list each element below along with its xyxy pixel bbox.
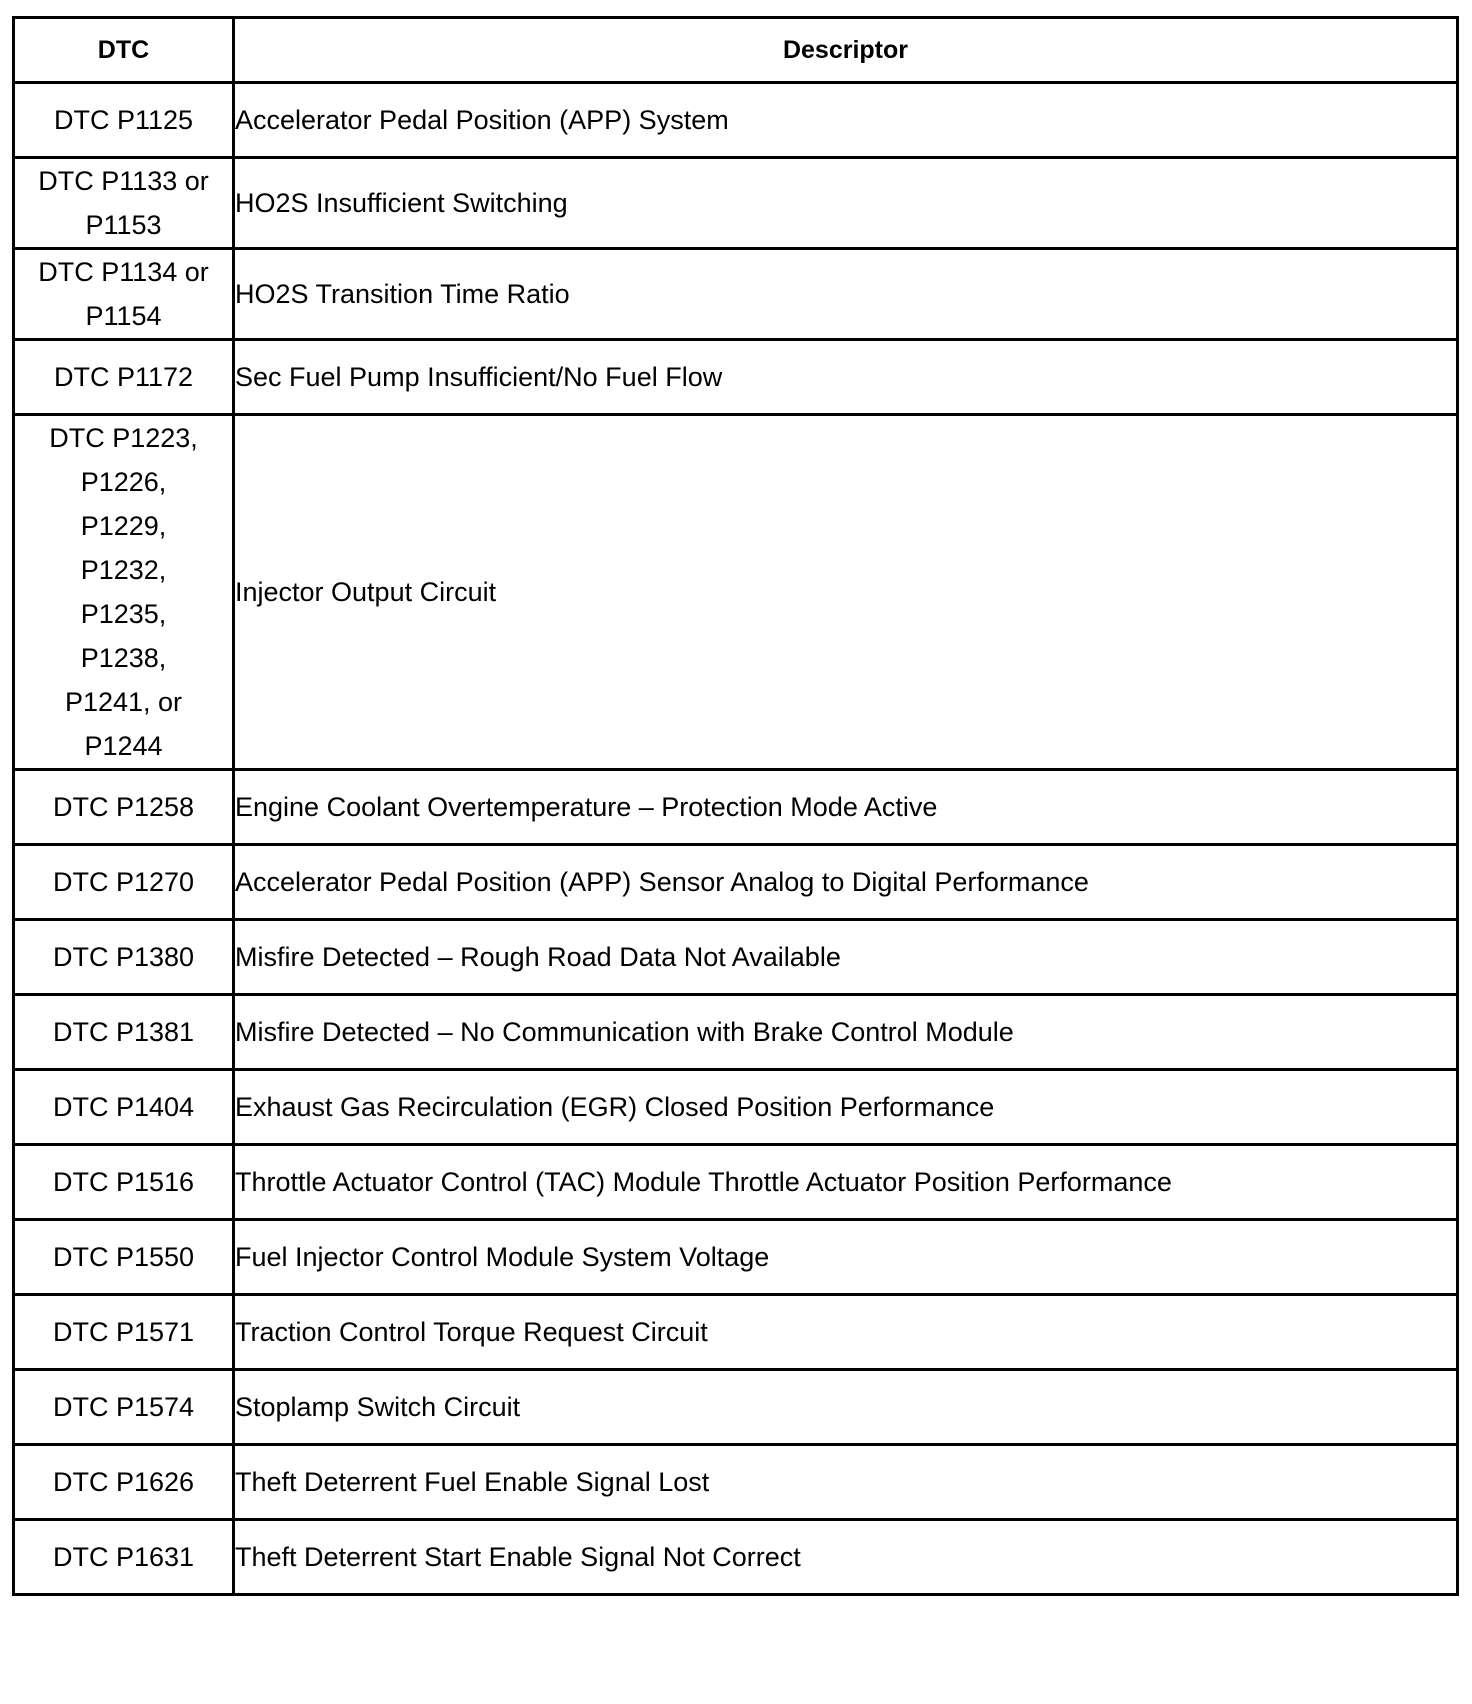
dtc-code-cell (14, 1220, 234, 1295)
dtc-code-cell (14, 845, 234, 920)
dtc-code-line: DTC P1380 (52, 942, 195, 972)
dtc-code-line: P1229, (80, 511, 167, 541)
dtc-descriptor-cell: HO2S Transition Time Ratio (234, 249, 1458, 340)
dtc-code-line: DTC P1223, (49, 423, 198, 453)
dtc-code-cell (14, 1145, 234, 1220)
table-row (14, 1370, 1458, 1445)
table-row (14, 1445, 1458, 1520)
table-row (14, 845, 1458, 920)
table-row (14, 415, 1458, 770)
dtc-code-line: P1154 (85, 301, 162, 331)
dtc-code-line: DTC P1258 (52, 792, 195, 822)
dtc-code-cell (14, 1520, 234, 1595)
dtc-descriptor-cell: Accelerator Pedal Position (APP) System (234, 83, 1458, 158)
table-body (14, 83, 1458, 1595)
dtc-code-line: P1241, or (64, 687, 183, 717)
dtc-code-line: DTC P1404 (52, 1092, 195, 1122)
dtc-code-line: P1238, (80, 643, 167, 673)
dtc-code-line: DTC P1516 (52, 1167, 195, 1197)
dtc-code-line: P1153 (85, 210, 162, 240)
table-row (14, 340, 1458, 415)
dtc-code-line: DTC P1133 or (38, 166, 209, 196)
dtc-code-cell (14, 340, 234, 415)
table-row (14, 83, 1458, 158)
dtc-code-cell (14, 920, 234, 995)
dtc-code-line: P1226, (80, 467, 167, 497)
dtc-descriptor-cell: Throttle Actuator Control (TAC) Module Throttle Actuator Position Performance (234, 1145, 1458, 1220)
table-row (14, 1295, 1458, 1370)
dtc-code-line: P1232, (80, 555, 167, 585)
dtc-descriptor-cell: Stoplamp Switch Circuit (234, 1370, 1458, 1445)
dtc-code-line: P1235, (80, 599, 167, 629)
dtc-descriptor-cell: Sec Fuel Pump Insufficient/No Fuel Flow (234, 340, 1458, 415)
dtc-code-line: DTC P1626 (52, 1467, 195, 1497)
descriptor-column-header: Descriptor (234, 18, 1458, 83)
dtc-descriptor-cell: Theft Deterrent Fuel Enable Signal Lost (234, 1445, 1458, 1520)
table-row (14, 249, 1458, 340)
dtc-descriptor-cell: Theft Deterrent Start Enable Signal Not Correct (234, 1520, 1458, 1595)
dtc-code-line: P1244 (84, 731, 163, 761)
dtc-code-cell (14, 1370, 234, 1445)
dtc-descriptor-cell: HO2S Insufficient Switching (234, 158, 1458, 249)
dtc-code-cell (14, 995, 234, 1070)
dtc-descriptor-cell: Misfire Detected – Rough Road Data Not Available (234, 920, 1458, 995)
dtc-descriptor-cell: Traction Control Torque Request Circuit (234, 1295, 1458, 1370)
dtc-code-cell (14, 1445, 234, 1520)
table-row (14, 1220, 1458, 1295)
dtc-code-line: DTC P1134 or (38, 257, 209, 287)
table-row (14, 995, 1458, 1070)
dtc-code-line: DTC P1172 (53, 362, 194, 392)
table-row (14, 920, 1458, 995)
dtc-code-line: DTC P1270 (52, 867, 195, 897)
dtc-column-header: DTC (14, 18, 234, 83)
dtc-descriptor-cell: Misfire Detected – No Communication with Brake Control Module (234, 995, 1458, 1070)
dtc-descriptor-cell: Accelerator Pedal Position (APP) Sensor Analog to Digital Performance (234, 845, 1458, 920)
dtc-code-cell (14, 158, 234, 249)
table-row (14, 158, 1458, 249)
table-header (14, 18, 1458, 83)
dtc-code-line: DTC P1125 (53, 105, 194, 135)
header-row (14, 18, 1458, 83)
dtc-code-line: DTC P1571 (52, 1317, 195, 1347)
dtc-code-cell (14, 415, 234, 770)
dtc-descriptor-cell: Engine Coolant Overtemperature – Protection Mode Active (234, 770, 1458, 845)
table-row (14, 1520, 1458, 1595)
dtc-code-line: DTC P1631 (52, 1542, 195, 1572)
dtc-code-cell (14, 1295, 234, 1370)
dtc-code-cell (14, 249, 234, 340)
table-row (14, 770, 1458, 845)
dtc-table (12, 16, 1459, 1596)
dtc-code-line: DTC P1550 (52, 1242, 195, 1272)
dtc-descriptor-cell: Injector Output Circuit (234, 415, 1458, 770)
dtc-code-cell (14, 83, 234, 158)
dtc-code-line: DTC P1574 (52, 1392, 195, 1422)
dtc-code-cell (14, 1070, 234, 1145)
dtc-descriptor-cell: Exhaust Gas Recirculation (EGR) Closed Position Performance (234, 1070, 1458, 1145)
dtc-descriptor-cell: Fuel Injector Control Module System Voltage (234, 1220, 1458, 1295)
table-row (14, 1070, 1458, 1145)
dtc-code-cell (14, 770, 234, 845)
table-row (14, 1145, 1458, 1220)
dtc-code-line: DTC P1381 (52, 1017, 195, 1047)
